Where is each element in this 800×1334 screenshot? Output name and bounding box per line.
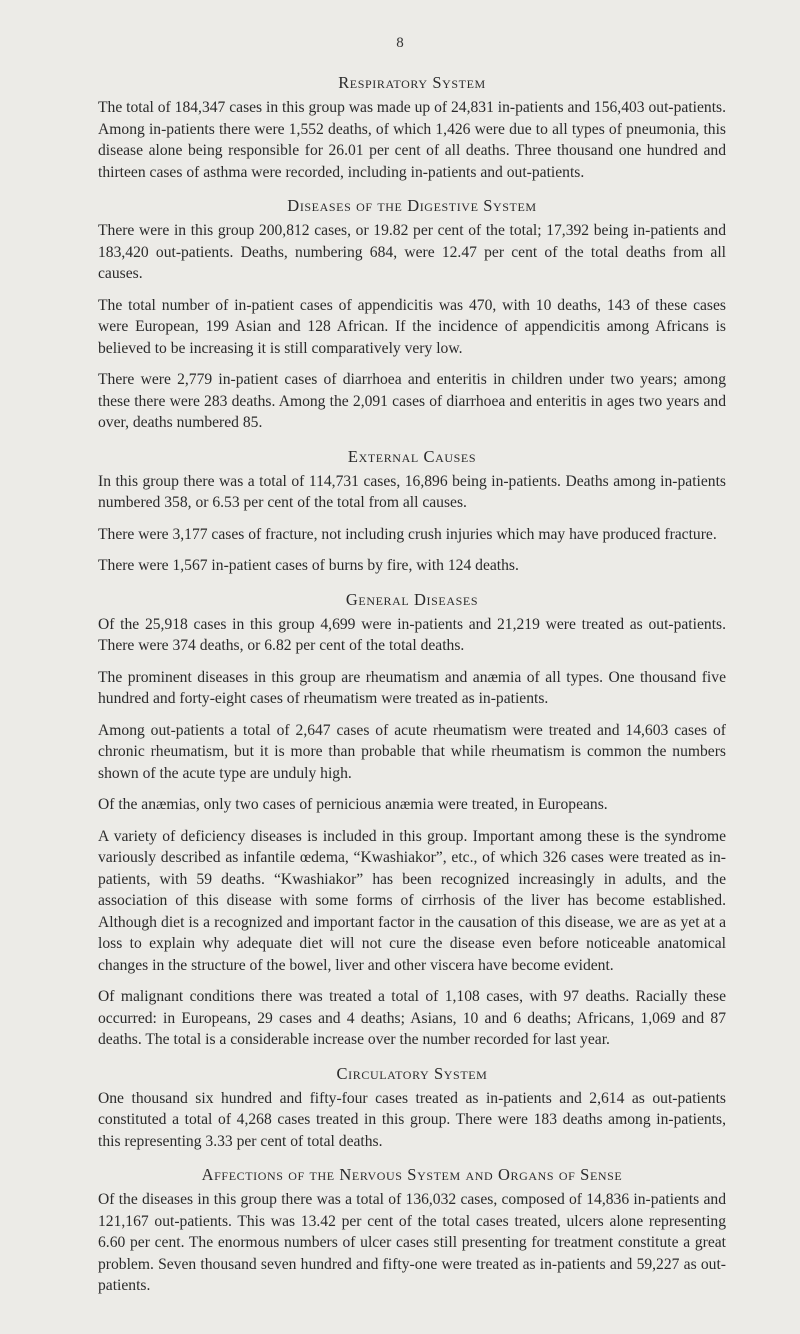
paragraph: There were in this group 200,812 cases, or 19.82 per cent of the total; 17,392 being in-patients and 183,420 out-patients. Deaths, numbering 684, were 12.47 per cent of the total deaths from all causes. xyxy=(98,222,726,282)
paragraph: Among out-patients a total of 2,647 cases of acute rheumatism were treated and 14,603 cases of chronic rheumatism, but it is more than probable that while rheumatism is common the numbers shown of the acute type are unduly high. xyxy=(98,721,726,782)
section-heading: General Diseases xyxy=(345,589,479,609)
section-heading: Diseases of the Digestive System xyxy=(287,196,537,215)
section-general-diseases xyxy=(98,589,726,1051)
section-heading: Respiratory System xyxy=(338,73,486,92)
paragraph: Of the diseases in this group there was a total of 136,032 cases, composed of 14,836 in-patients and 121,167 out-patients. This was 13.42 per cent of the total cases treated, ulcers alone representing 6.60 per cent. The enormous numbers of ulcer cases still presenting for treatment constitute a great problem. Seven thousand seven hundred and fifty-one were treated as in-patients and 59,227 as out-patients. xyxy=(98,1191,726,1294)
section-circulatory-system xyxy=(98,1063,726,1153)
paragraph: Of the 25,918 cases in this group 4,699 were in-patients and 21,219 were treated as out-patients. There were 374 deaths, or 6.82 per cent of the total deaths. xyxy=(98,615,726,654)
page-number: 8 xyxy=(396,35,404,51)
paragraph: The total of 184,347 cases in this group was made up of 24,831 in-patients and 156,403 out-patients. Among in-patients there were 1,552 deaths, of which 1,426 were due to all types of pneumonia, this disease alone being responsible for 26.01 per cent of all deaths. Three thousand one hundred and thirteen cases of asthma were recorded, including in-patients and out-patients. xyxy=(98,99,726,181)
paragraph: One thousand six hundred and fifty-four cases treated as in-patients and 2,614 as out-patients constituted a total of 4,268 cases treated in this group. There were 183 deaths among in-patients, this representing 3.33 per cent of total deaths. xyxy=(98,1089,726,1150)
section-heading: Circulatory System xyxy=(336,1063,488,1083)
paragraph: The prominent diseases in this group are rheumatism and anæmia of all types. One thousand five hundred and forty-eight cases of rheumatism were treated as in-patients. xyxy=(98,668,726,707)
section-heading: Affections of the Nervous System and Organs of Sense xyxy=(201,1165,623,1184)
document-body xyxy=(98,72,726,1309)
paragraph: A variety of deficiency diseases is included in this group. Important among these is the syndrome variously described as infantile œdema, “Kwashiakor”, etc., of which 326 cases were treated as in-patients, with 59 deaths. “Kwashiakor” has been recognized increasingly in adults, and the association of this disease with some forms of cirrhosis of the liver has become established. Although diet is a recognized and important factor in the causation of this disease, we are as yet at a loss to explain why adequate diet will not cure the disease even before noticeable anatomical changes in the structure of the bowel, liver and other viscera have become evident. xyxy=(98,827,726,974)
section-nervous-system xyxy=(98,1164,726,1297)
section-respiratory-system xyxy=(98,72,726,183)
paragraph: The total number of in-patient cases of appendicitis was 470, with 10 deaths, 143 of these cases were European, 199 Asian and 128 African. If the incidence of appendicitis among Africans is believed to be increasing it is still comparatively very low. xyxy=(98,296,726,357)
paragraph: Of malignant conditions there was treated a total of 1,108 cases, with 97 deaths. Racially these occurred: in Europeans, 29 cases and 4 deaths; Asians, 10 and 6 deaths; Africans, 1,069 and 87 deaths. The total is a considerable increase over the number recorded for last year. xyxy=(98,988,726,1048)
section-external-causes xyxy=(98,446,726,577)
paragraph: There were 2,779 in-patient cases of diarrhoea and enteritis in children under two years; among these there were 283 deaths. Among the 2,091 cases of diarrhoea and enteritis in ages two years and over, deaths numbered 85. xyxy=(98,371,726,431)
paragraph: There were 1,567 in-patient cases of burns by fire, with 124 deaths. xyxy=(98,557,519,574)
paragraph: There were 3,177 cases of fracture, not including crush injuries which may have produced fracture. xyxy=(98,525,717,543)
paragraph: In this group there was a total of 114,731 cases, 16,896 being in-patients. Deaths among in-patients numbered 358, or 6.53 per cent of the total from all causes. xyxy=(98,472,726,511)
paragraph: Of the anæmias, only two cases of pernicious anæmia were treated, in Europeans. xyxy=(98,796,608,813)
section-digestive-system xyxy=(98,195,726,434)
section-heading: External Causes xyxy=(347,446,477,466)
